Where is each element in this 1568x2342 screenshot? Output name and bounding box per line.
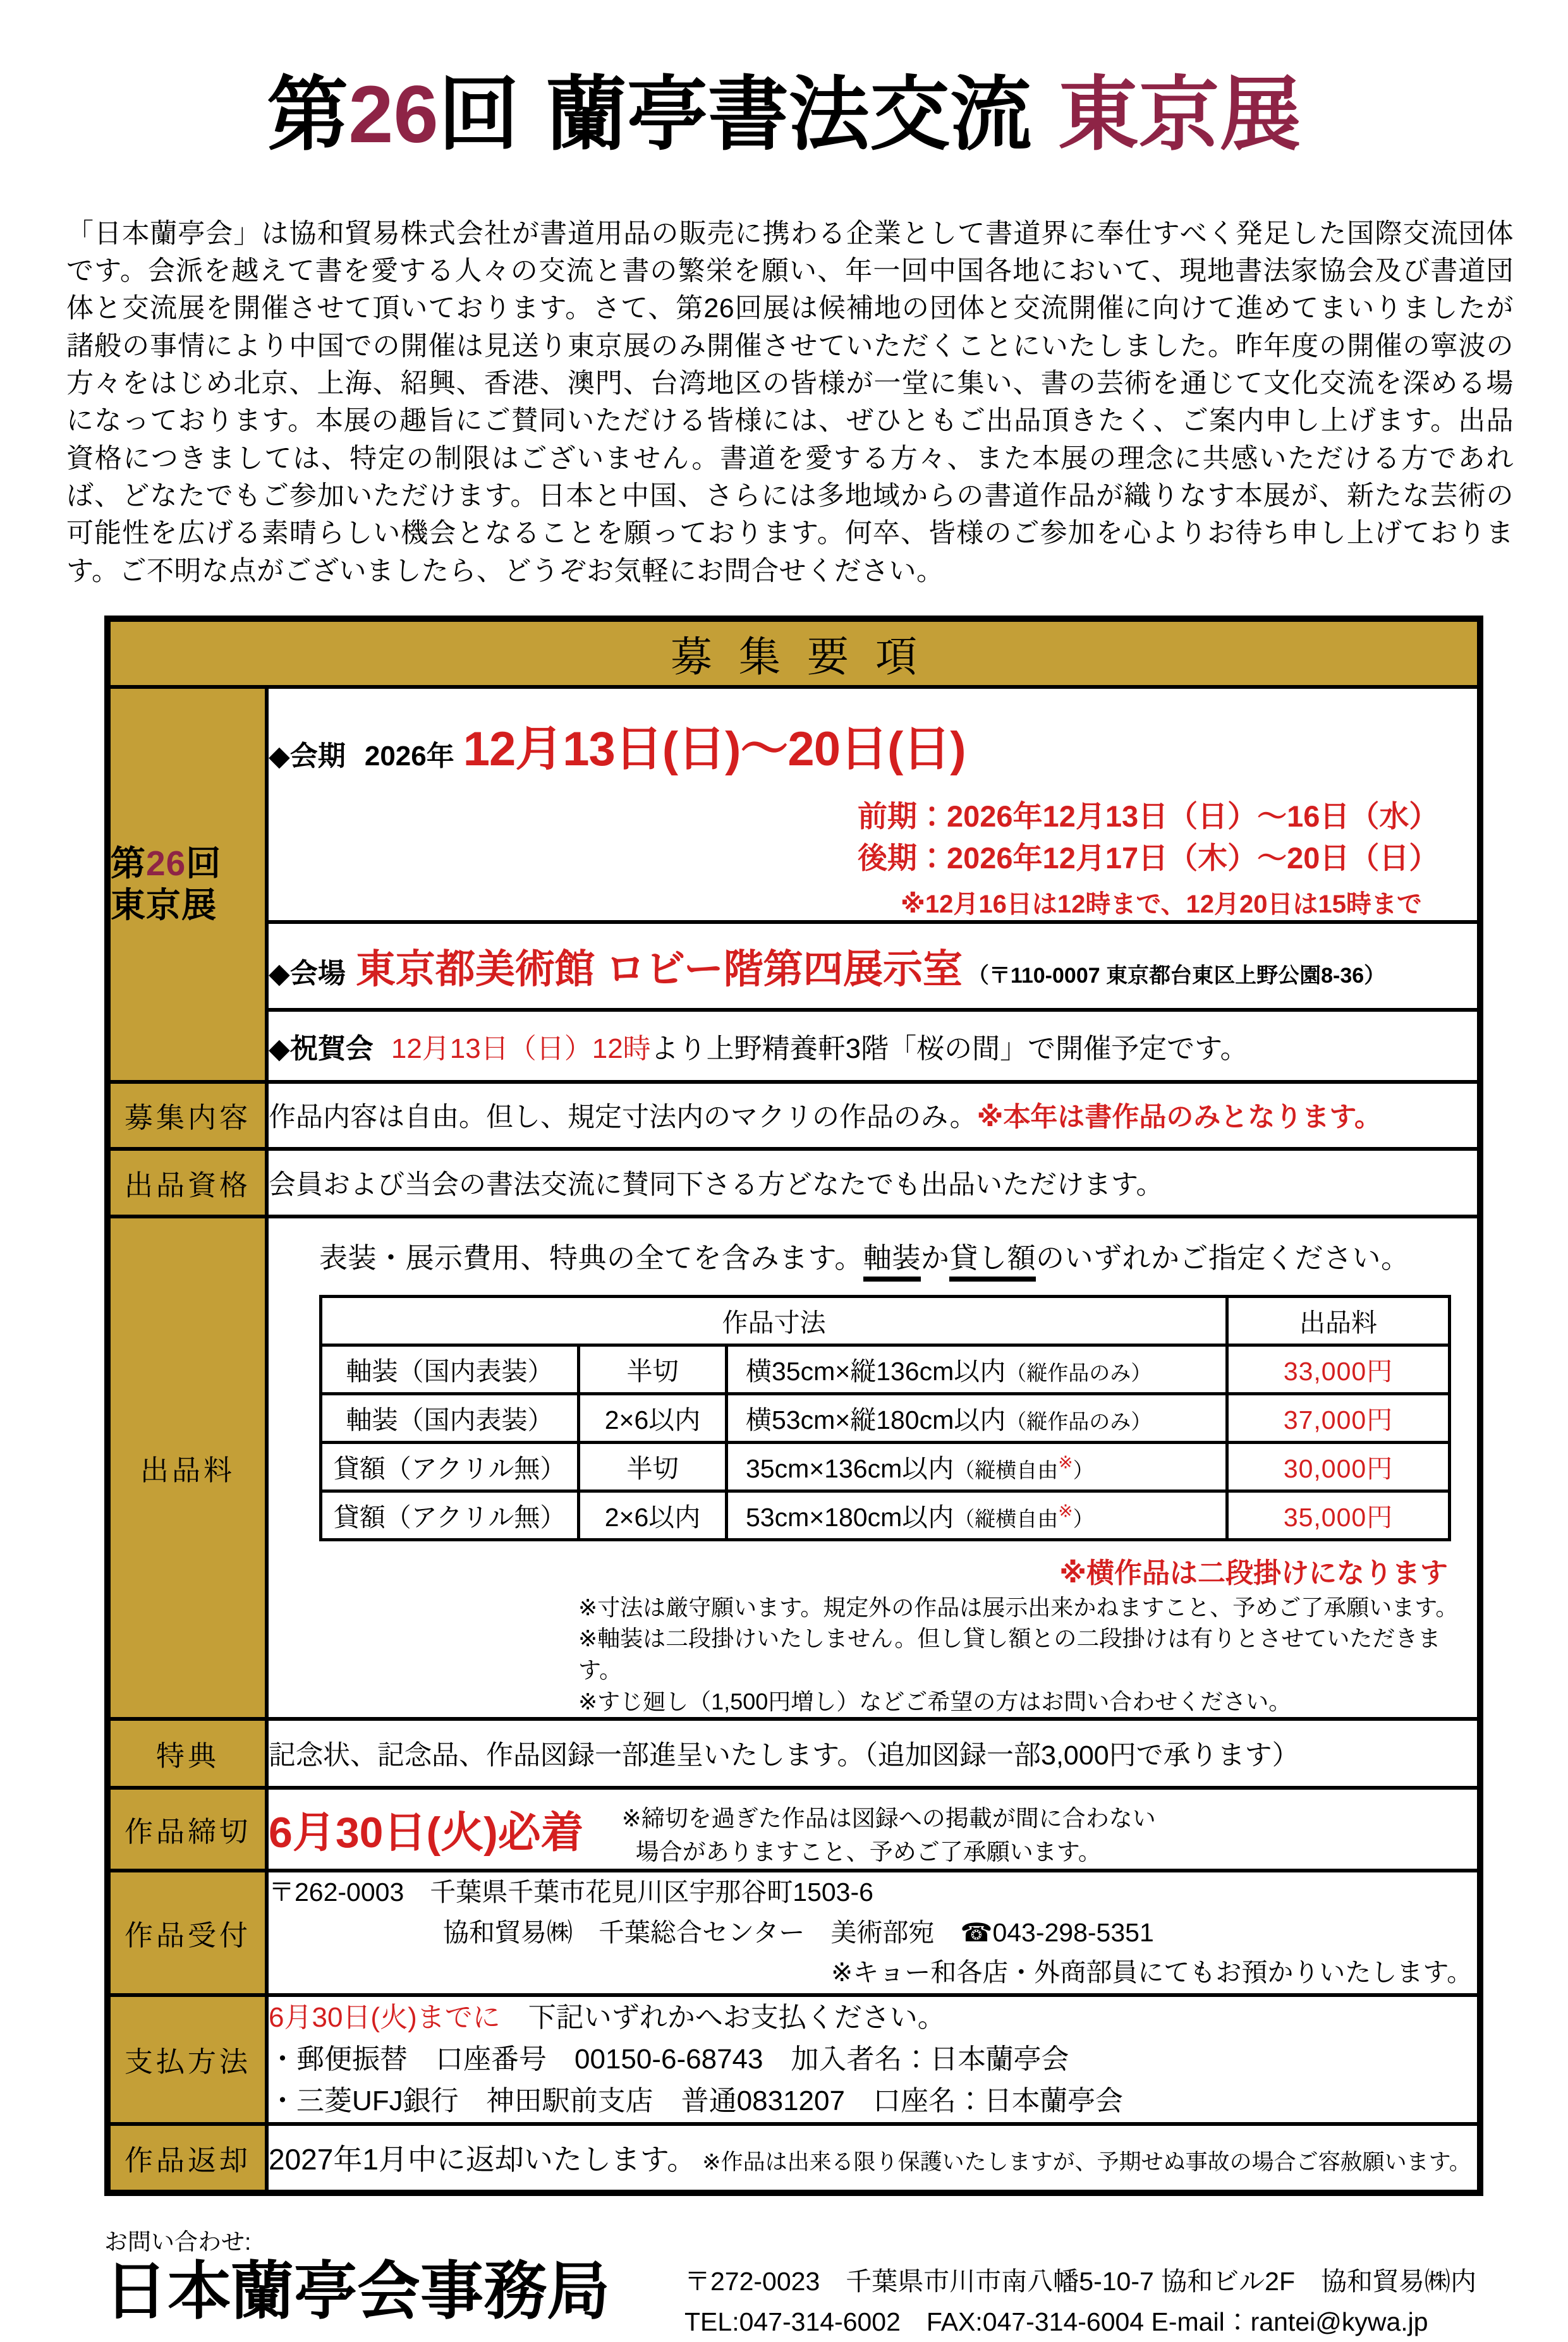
shikaku-text: 会員および当会の書法交流に賛同下さる方どなたでも出品いただけます。 xyxy=(269,1170,1164,1200)
sidebar-naiyo: 募集内容 xyxy=(107,1082,267,1149)
uketsuke-phone-number: 043-298-5351 xyxy=(992,1918,1153,1947)
fee-type: 貸額（アクリル無） xyxy=(321,1442,579,1491)
sidebar-shikaku: 出品資格 xyxy=(107,1149,267,1217)
row-shimekiri xyxy=(107,1788,1480,1871)
fee-dim-main: 横35cm×縦136cm以内 xyxy=(746,1357,1006,1386)
row-kaijo xyxy=(107,922,1480,1010)
uketsuke-line1: 〒262-0003 千葉県千葉市花見川区宇那谷町1503-6 xyxy=(269,1872,1477,1913)
kaijo-line xyxy=(269,937,1477,995)
shiharai-deadline: 6月30日(火)までに xyxy=(269,2002,501,2033)
fee-header-fee: 出品料 xyxy=(1227,1296,1450,1345)
exhibition-kai: 回 xyxy=(186,844,221,883)
uketsuke-line2 xyxy=(443,1913,1477,1953)
kaiki-date: 12月13日(日)～20日(日) xyxy=(463,722,966,776)
fee-dim xyxy=(727,1442,1227,1491)
flyer-page xyxy=(0,54,1568,2272)
fee-dim-note: （縦横自由 xyxy=(954,1459,1058,1482)
shukugakai-line xyxy=(269,1026,1477,1066)
cell-henkyaku xyxy=(267,2124,1480,2193)
shiharai-head: 下記いずれかへお支払ください。 xyxy=(528,2002,945,2033)
fee-size: 2×6以内 xyxy=(579,1393,727,1442)
fee-intro-underlined-2: 貸し額 xyxy=(949,1242,1036,1282)
fee-dim xyxy=(727,1393,1227,1442)
cell-shikaku xyxy=(267,1149,1480,1217)
intro-paragraph: 「日本蘭亭会」は協和貿易株式会社が書道用品の販売に携わる企業として書道界に奉仕すべく発足した国際交流団体です。会派を越えて書を愛する人々の交流と書の繁栄を願い、年一回中国各地において、現地書法家協会及び書道団体と交流展を開催させて頂いております。さて、第26回展は候補地の団体と交流開催に向けて進めてまいりましたが諸般の事情により中国での開催は見送り東京展のみ開催させていただくことにいたしました。昨年度の開催の寧波の方々をはじめ北京、上海、紹興、香港、澳門、台湾地区の皆様が一堂に集い、書の芸術を通じて文化交流を深める場になっております。本展の趣旨にご賛同いただける皆様には、ぜひともご出品頂きたく、ご案内申し上げます。出品資格につきましては、特定の制限はございません。書道を愛する方々、また本展の理念に共感いただける方であれば、どなたでもご参加いただけます。日本と中国、さらには多地域からの書道作品が織りなす本展が、新たな芸術の可能性を広げる素晴らしい機会となることを願っております。何卒、皆様のご参加を心よりお待ち申し上げております。ご不明な点がございましたら、どうぞお気軽にお問合せください。 xyxy=(66,215,1514,590)
fee-intro xyxy=(319,1235,1477,1276)
fee-dim xyxy=(727,1345,1227,1393)
page-title xyxy=(0,54,1568,161)
fee-type: 貸額（アクリル無） xyxy=(321,1491,579,1539)
fee-dim-note: （縦横自由 xyxy=(954,1507,1058,1531)
table-header-cell: 募集要項 xyxy=(107,619,1480,687)
shimekiri-note-line1: ※締切を過ぎた作品は図録への掲載が間に合わない xyxy=(622,1805,1156,1831)
fee-size: 半切 xyxy=(579,1442,727,1491)
fee-size: 半切 xyxy=(579,1345,727,1393)
cell-naiyo xyxy=(267,1082,1480,1149)
fee-price: 33,000円 xyxy=(1227,1345,1450,1393)
shimekiri-line xyxy=(269,1799,1477,1869)
footer-organization: 日本蘭亭会事務局 xyxy=(104,2257,1568,2326)
exhibition-line2: 東京展 xyxy=(111,885,217,925)
sidebar-ryo: 出品料 xyxy=(107,1217,267,1720)
row-naiyo xyxy=(107,1082,1480,1149)
fee-row-2 xyxy=(321,1393,1450,1442)
phone-icon: ☎ xyxy=(960,1918,992,1947)
shiharai-line2: ・郵便振替 口座番号 00150-6-68743 加入者名：日本蘭亭会 xyxy=(269,2039,1477,2080)
row-uketsuke xyxy=(107,1871,1480,1995)
sidebar-shimekiri: 作品締切 xyxy=(107,1788,267,1871)
kaiki-line xyxy=(269,710,1477,779)
cell-kaijo xyxy=(267,922,1480,1010)
main-table xyxy=(104,616,1483,2196)
fee-dim-main: 53cm×180cm以内 xyxy=(746,1503,954,1532)
fee-dim-asterisk: ※ xyxy=(1058,1452,1073,1472)
kaiki-kouki: 後期：2026年12月17日（木）～20日（日） xyxy=(858,837,1477,879)
row-kaiki xyxy=(107,687,1480,922)
uketsuke-block xyxy=(269,1872,1477,1993)
cell-uketsuke xyxy=(267,1871,1480,1995)
fee-type: 軸装（国内表装） xyxy=(321,1393,579,1442)
fee-table xyxy=(319,1295,1451,1541)
footer-contact-info xyxy=(684,2262,1476,2342)
cell-shiharai xyxy=(267,1995,1480,2124)
kaiki-periods xyxy=(858,796,1477,879)
fee-price: 37,000円 xyxy=(1227,1393,1450,1442)
cell-shimekiri xyxy=(267,1788,1480,1871)
shiharai-line3: ・三菱UFJ銀行 神田駅前支店 普通0831207 口座名：日本蘭亭会 xyxy=(269,2080,1477,2122)
naiyo-red-note: ※本年は書作品のみとなります。 xyxy=(977,1102,1382,1132)
fee-note-2: ※軸装は二段掛けいたしません。但し貸し額との二段掛けは有りとさせていただきます。 xyxy=(578,1623,1477,1685)
shukugakai-label: ◆祝賀会 xyxy=(269,1033,374,1064)
fee-intro-underlined-1: 軸装 xyxy=(863,1242,921,1282)
title-city: 東京展 xyxy=(1058,70,1301,160)
shukugakai-datetime: 12月13日（日）12時 xyxy=(391,1033,651,1064)
sidebar-exhibition-cell xyxy=(107,687,267,1082)
row-shukugakai xyxy=(107,1010,1480,1082)
fee-intro-mid: か xyxy=(921,1242,950,1274)
sidebar-henkyaku: 作品返却 xyxy=(107,2124,267,2193)
shiharai-line1 xyxy=(269,1997,1477,2039)
cell-tokuten xyxy=(267,1719,1480,1788)
sidebar-tokuten: 特典 xyxy=(107,1719,267,1788)
footer xyxy=(104,2223,1568,2326)
kaiki-note: ※12月16日は12時まで、12月20日は15時まで xyxy=(901,884,1477,920)
shukugakai-text: より上野精養軒3階「桜の間」で開催予定です。 xyxy=(651,1033,1248,1064)
exhibition-dai: 第 xyxy=(111,844,146,883)
footer-address: 〒272-0023 千葉県市川市南八幡5-10-7 協和ビル2F 協和貿易㈱内 xyxy=(684,2262,1476,2302)
kaijo-label: ◆会場 xyxy=(269,958,346,989)
row-ryo xyxy=(107,1217,1480,1720)
exhibition-num: 26 xyxy=(146,844,186,883)
fee-section xyxy=(269,1218,1477,1718)
row-table-header xyxy=(107,619,1480,687)
footer-tel-fax-mail: TEL:047-314-6002 FAX:047-314-6004 E-mail：rantei@kywa.jp xyxy=(684,2302,1476,2342)
fee-row-4 xyxy=(321,1491,1450,1539)
fee-intro-pre: 表装・展示費用、特典の全てを含みます。 xyxy=(319,1242,863,1274)
row-tokuten xyxy=(107,1719,1480,1788)
fee-price: 30,000円 xyxy=(1227,1442,1450,1491)
fee-price: 35,000円 xyxy=(1227,1491,1450,1539)
kaiki-year: 2026年 xyxy=(365,741,454,772)
fee-dim-note: （縦作品のみ） xyxy=(1006,1361,1152,1385)
tokuten-text: 記念状、記念品、作品図録一部進呈いたします。（追加図録一部3,000円で承ります） xyxy=(269,1740,1299,1771)
cell-shukugakai xyxy=(267,1010,1480,1082)
sidebar-uketsuke: 作品受付 xyxy=(107,1871,267,1995)
fee-red-note: ※横作品は二段掛けになります xyxy=(319,1550,1448,1591)
fee-intro-post: のいずれかご指定ください。 xyxy=(1036,1242,1410,1274)
naiyo-text: 作品内容は自由。但し、規定寸法内のマクリの作品のみ。 xyxy=(269,1102,977,1132)
kaijo-address: （〒110-0007 東京都台東区上野公園8-36） xyxy=(968,964,1385,988)
kaiki-label: ◆会期 xyxy=(269,741,346,772)
row-shiharai xyxy=(107,1995,1480,2124)
kaijo-venue: 東京都美術館 ロビー階第四展示室 xyxy=(356,947,963,992)
henkyaku-note: ※作品は出来る限り保護いたしますが、予期せぬ事故の場合ご容赦願います。 xyxy=(702,2150,1471,2175)
fee-note-3: ※すじ廻し（1,500円増し）などご希望の方はお問い合わせください。 xyxy=(578,1686,1477,1718)
shimekiri-note xyxy=(622,1799,1156,1869)
fee-note-1: ※寸法は厳守願います。規定外の作品は展示出来かねますこと、予めご了承願います。 xyxy=(578,1592,1477,1623)
title-middle: 蘭亭書法交流 xyxy=(546,70,1031,160)
fee-type: 軸装（国内表装） xyxy=(321,1345,579,1393)
uketsuke-line3: ※キョー和各店・外商部員にてもお預かりいたします。 xyxy=(831,1953,1477,1993)
shimekiri-date: 6月30日(火)必着 xyxy=(269,1799,584,1860)
fee-table-header-row xyxy=(321,1296,1450,1345)
fee-size: 2×6以内 xyxy=(579,1491,727,1539)
fee-row-3 xyxy=(321,1442,1450,1491)
title-dai: 第 xyxy=(267,70,348,160)
fee-dim-note: （縦作品のみ） xyxy=(1006,1410,1152,1433)
fee-row-1 xyxy=(321,1345,1450,1393)
cell-kaiki xyxy=(267,687,1480,922)
row-henkyaku xyxy=(107,2124,1480,2193)
fee-dim-close: ） xyxy=(1073,1507,1094,1531)
sidebar-shiharai: 支払方法 xyxy=(107,1995,267,2124)
fee-dim xyxy=(727,1491,1227,1539)
fee-header-size: 作品寸法 xyxy=(321,1296,1227,1345)
uketsuke-line2-text: 協和貿易㈱ 千葉総合センター 美術部宛 xyxy=(443,1918,960,1947)
henkyaku-text: 2027年1月中に返却いたします。 xyxy=(269,2143,696,2176)
fee-dim-asterisk: ※ xyxy=(1058,1501,1073,1520)
kaiki-zenki: 前期：2026年12月13日（日）～16日（水） xyxy=(858,796,1477,837)
shiharai-block xyxy=(269,1997,1477,2122)
fee-dim-main: 横53cm×縦180cm以内 xyxy=(746,1405,1006,1435)
cell-ryo xyxy=(267,1217,1480,1720)
fee-dim-main: 35cm×136cm以内 xyxy=(746,1454,954,1483)
row-shikaku xyxy=(107,1149,1480,1217)
shimekiri-note-line2: 場合がありますこと、予めご了承願います。 xyxy=(636,1839,1102,1865)
title-number: 26 xyxy=(348,70,438,160)
fee-notes xyxy=(578,1592,1477,1718)
fee-dim-close: ） xyxy=(1073,1459,1094,1482)
footer-inquiry-label: お問い合わせ: xyxy=(104,2223,1568,2257)
title-kai: 回 xyxy=(439,70,520,160)
